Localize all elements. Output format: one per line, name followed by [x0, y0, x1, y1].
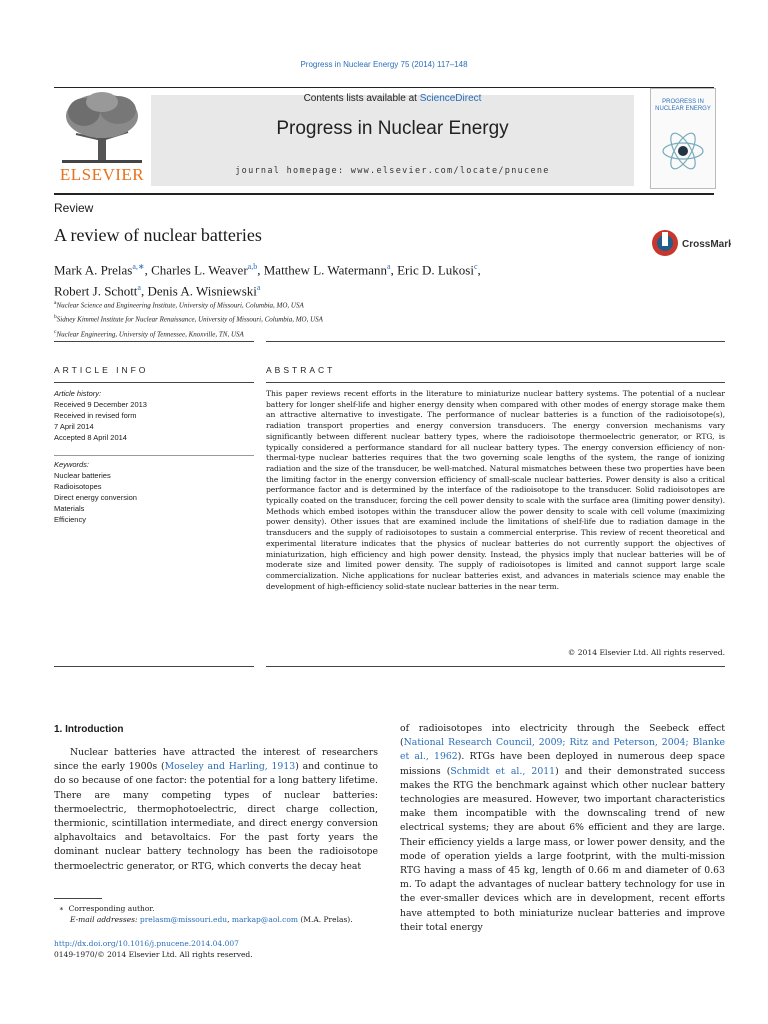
author-affil-sup[interactable]: a — [256, 283, 261, 293]
history-item: Accepted 8 April 2014 — [54, 433, 127, 442]
crossmark-button[interactable] — [651, 228, 731, 258]
affiliations — [54, 297, 694, 340]
history-item: 7 April 2014 — [54, 422, 94, 431]
divider — [54, 382, 254, 383]
affil-text: Nuclear Science and Engineering Institute, University of Missouri, Columbia, MO, USA — [56, 301, 304, 310]
cover-title — [655, 99, 711, 113]
text-run: ). RTGs have been deployed in numerous deep space missions ( — [400, 751, 725, 777]
body-column-left — [54, 746, 378, 874]
divider — [54, 455, 254, 456]
body-column-right — [400, 722, 725, 935]
article-section: Review — [54, 201, 94, 215]
author-sep: , — [477, 262, 481, 278]
homepage-link[interactable]: www.elsevier.com/locate/pnucene — [350, 166, 550, 176]
contents-line — [151, 93, 634, 104]
history-item: Received in revised form — [54, 411, 137, 420]
issn-line: 0149-1970/© 2014 Elsevier Ltd. All rights reserved. — [54, 950, 253, 959]
author-affil-sup[interactable]: a — [137, 283, 141, 293]
history-label: Article history: — [54, 389, 102, 398]
divider — [54, 666, 254, 667]
keyword-item: Radioisotopes — [54, 482, 102, 491]
divider — [266, 341, 725, 342]
email-suffix: (M.A. Prelas). — [297, 915, 353, 924]
email-sep: , — [227, 915, 232, 924]
divider — [54, 341, 254, 342]
affiliation-item — [54, 311, 694, 325]
text-run: of radioisotopes into electricity through the Seebeck effect ( — [400, 723, 725, 749]
text-run: ) and their demonstrated success makes the RTG the benchmark against which other nuclear battery technologies are measured. However, two important characteristics make them incompatible with the downscaling trend of new electrical systems; they are about 6% efficient and they are large. Their efficiency yields a large mass, or lower power density, and the mode of operation yields a large footprint, with the multi-mission RTG having a mass of 45 kg, length of 0.66 m and diameter of 0.63 m. To adapt the advantages of nuclear battery technology for use in the ever-smaller devices which are in development, recent efforts have attempted to both miniaturize nuclear batteries and improve their total energy — [400, 765, 726, 933]
homepage-prefix: journal homepage: — [235, 166, 351, 176]
author-affil-sup[interactable]: a — [387, 262, 391, 271]
doi-block — [54, 938, 253, 960]
paper-title: A review of nuclear batteries — [54, 225, 262, 245]
author-sep: , — [390, 262, 398, 278]
paragraph — [54, 746, 378, 874]
email-note — [54, 914, 378, 925]
keyword-item: Nuclear batteries — [54, 471, 111, 480]
affil-sup: c — [54, 328, 57, 335]
author-sep: , — [257, 262, 264, 278]
keywords — [54, 459, 254, 525]
abstract-body: This paper reviews recent efforts in the literature to miniaturize nuclear battery systems. The potential of a nuclear battery for longer shelf-life and higher energy density when compared with other modes of energy storage make them an attractive alternative to investigate. The performance of nuclear batteries is a function of the radioisotope(s), radiation transport properties and energy conversion transducers. The energy conversion mechanisms vary significantly between different nuclear battery types, where the radioisotope thermoelectric generator, or RTG, is typically considered a performance standard for all nuclear battery types. The energy conversion efficiency of non-thermal-type nuclear batteries requires that the two governing scale lengths of the system, the range of ionizing radiation and the size of the transducer, be well-matched. Natural mismatches between these two properties have been the limiting factor in the energy conversion efficiency of small-scale nuclear batteries. Power density is also a critical performance factor and is determined by the interface of the radioisotope to the transducer. Solid radioisotopes are typically coated on the transducer, forcing the cell power density to scale with the surface area (limiting power density). Methods which embed isotopes within the transducer allow the power density to scale with cell volume (maximizing power density). Other issues that are examined include the limitations of shelf-life due to radiation damage in the transducers and the supply of radioisotopes to sustain a commercial enterprise. This review of recent theoretical and experimental literature indicates that the physics of nuclear batteries do not currently support the objectives of miniaturization, high efficiency and high power density. Instead, the physics imply that nuclear batteries will be of moderate size and limited power density. The supply of radioisotopes is limited and cannot support large scale commercialization. Niche applications for nuclear batteries exist, and advances in materials science may enable the development of high-efficiency solid-state nuclear batteries in the near term. — [266, 389, 725, 591]
doi-link[interactable]: http://dx.doi.org/10.1016/j.pnucene.2014.04.007 — [54, 939, 239, 948]
footnote-marker: ∗ — [58, 904, 64, 913]
keyword-item: Direct energy conversion — [54, 493, 137, 502]
author-name[interactable]: Matthew L. Watermann — [263, 262, 387, 278]
author-name[interactable]: Mark A. Prelas — [54, 262, 133, 278]
contents-prefix: Contents lists available at — [303, 93, 420, 104]
email-link[interactable]: markap@aol.com — [231, 915, 298, 924]
affil-text: Nuclear Engineering, University of Tennessee, Knoxville, TN, USA — [56, 329, 244, 338]
section-heading-introduction: 1. Introduction — [54, 724, 124, 735]
keyword-item: Efficiency — [54, 515, 86, 524]
keyword-item: Materials — [54, 504, 85, 513]
crossmark-icon — [652, 230, 678, 256]
abstract-copyright: © 2014 Elsevier Ltd. All rights reserved. — [567, 648, 725, 657]
corresponding-author-note — [54, 903, 378, 914]
journal-title: Progress in Nuclear Energy — [276, 118, 509, 139]
affiliation-item — [54, 326, 694, 340]
journal-homepage — [151, 166, 634, 176]
divider — [266, 382, 725, 383]
footnote-rule — [54, 898, 102, 899]
affiliation-item — [54, 297, 694, 311]
footnotes — [54, 903, 378, 925]
reference-link[interactable]: Schmidt et al., 2011 — [450, 765, 556, 777]
footnote-text: Corresponding author. — [68, 904, 155, 913]
author-list — [54, 258, 694, 301]
author-affil-sup[interactable]: a,∗ — [132, 262, 145, 271]
elsevier-wordmark[interactable]: ELSEVIER — [59, 165, 145, 184]
text-run: Nuclear batteries have attracted the interest of researchers since the early 1900s ( — [54, 747, 378, 773]
author-sep: , — [144, 262, 152, 278]
sciencedirect-link[interactable]: ScienceDirect — [419, 93, 482, 104]
affil-sup: a — [54, 300, 57, 306]
author-name[interactable]: Eric D. Lukosi — [397, 262, 474, 278]
author-name[interactable]: Robert J. Schott — [54, 283, 138, 299]
author-affil-sup[interactable]: a,b — [247, 262, 258, 271]
text-run: ) and continue to do so because of one factor: the potential for a long battery lifetime. There are many competing types of nuclear batteries: thermoelectric, thermophotoelectric, direct charge collection, thermionic, scintillation intermediate, and direct energy conversion alphavoltaics and betavoltaics. For the past forty years the dominant nuclear battery technology has been the radioisotope thermoelectric generator, or RTG, which converts the decay heat — [54, 761, 378, 872]
header-rule-top — [54, 87, 714, 88]
crossmark-label: CrossMark — [682, 239, 731, 250]
author-name[interactable]: Denis A. Wisniewski — [147, 283, 257, 299]
reference-link[interactable]: Moseley and Harling, 1913 — [164, 761, 296, 773]
paragraph — [400, 722, 725, 935]
keywords-label: Keywords: — [54, 460, 90, 469]
header-rule-bottom — [54, 193, 714, 195]
affil-sup: b — [54, 314, 57, 321]
email-link[interactable]: prelasm@missouri.edu — [139, 915, 228, 924]
history-item: Received 9 December 2013 — [54, 400, 147, 409]
author-name[interactable]: Charles L. Weaver — [151, 262, 248, 278]
reference-link[interactable]: National Research Council, 2009; Ritz and Peterson, 2004; Blanke et al., 1962 — [400, 737, 725, 763]
atom-icon — [659, 127, 707, 175]
article-history — [54, 388, 254, 443]
affil-text: Sidney Kimmel Institute for Nuclear Renaissance, University of Missouri, Columbia, MO, USA — [56, 315, 323, 324]
article-info-heading: ARTICLE INFO — [54, 365, 149, 375]
journal-citation[interactable]: Progress in Nuclear Energy 75 (2014) 117–148 — [300, 60, 468, 69]
cover-title-line1: PROGRESS IN — [662, 99, 704, 105]
abstract-heading: ABSTRACT — [266, 365, 336, 375]
divider — [266, 666, 725, 667]
email-label: E-mail addresses: — [70, 915, 138, 924]
journal-cover[interactable] — [650, 88, 716, 189]
cover-title-line2: NUCLEAR ENERGY — [655, 106, 711, 112]
author-sep: , — [140, 283, 148, 299]
author-affil-sup[interactable]: c — [473, 262, 478, 271]
